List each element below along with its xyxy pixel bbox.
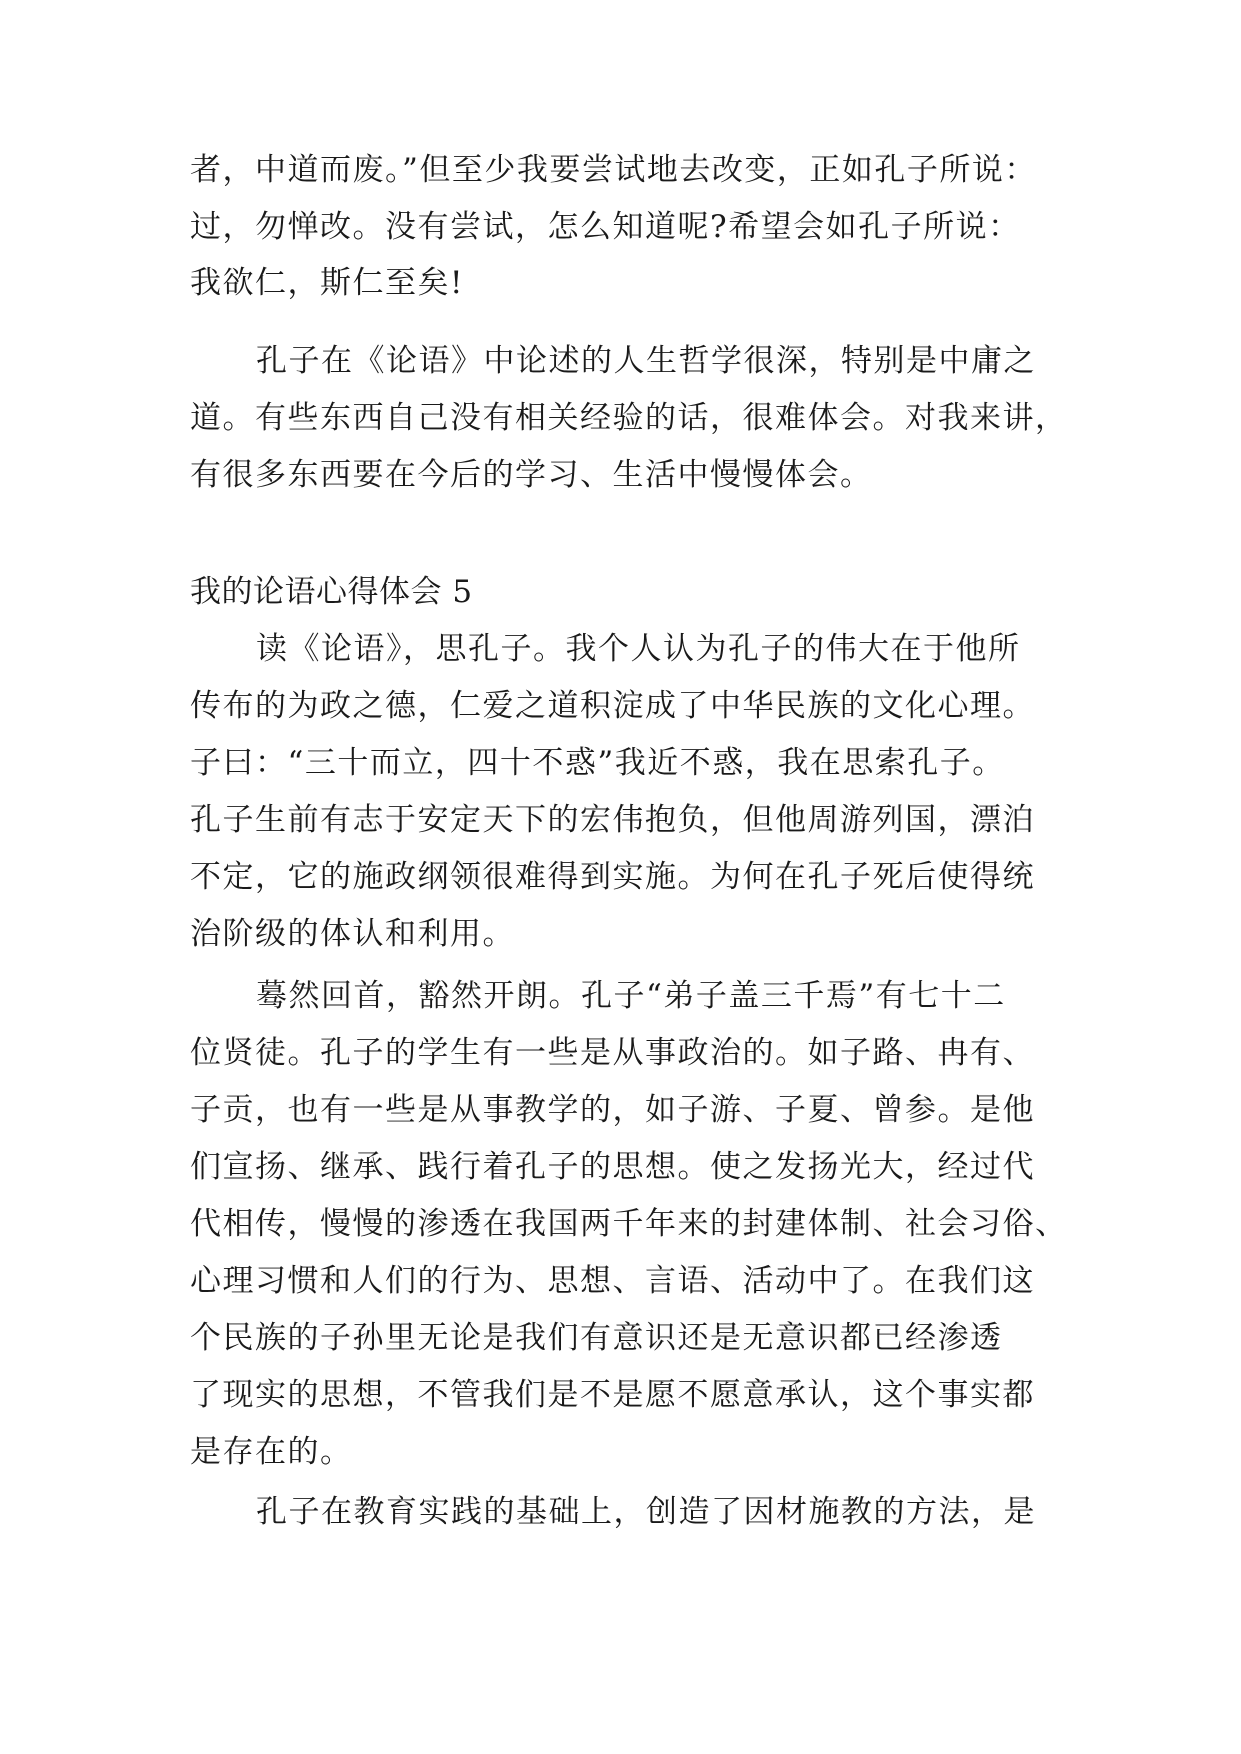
paragraph-3-line-4: 孔子生前有志于安定天下的宏伟抱负，但他周游列国，漂泊 — [190, 802, 1035, 838]
paragraph-4-line-1: 蓦然回首，豁然开朗。孔子“弟子盖三千焉”有七十二 — [256, 978, 1006, 1014]
paragraph-4-line-3: 子贡，也有一些是从事教学的，如子游、子夏、曾参。是他 — [190, 1092, 1035, 1128]
paragraph-4-line-2: 位贤徒。孔子的学生有一些是从事政治的。如子路、冉有、 — [190, 1035, 1035, 1071]
paragraph-4-line-5: 代相传，慢慢的渗透在我国两千年来的封建体制、社会习俗、 — [190, 1206, 1068, 1242]
paragraph-continuation-line-1: 者，中道而废。”但至少我要尝试地去改变，正如孔子所说： — [190, 152, 1037, 188]
paragraph-4-line-7: 个民族的子孙里无论是我们有意识还是无意识都已经渗透 — [190, 1320, 1003, 1356]
paragraph-3-line-3: 子曰：“三十而立，四十不惑”我近不惑，我在思索孔子。 — [190, 745, 1005, 781]
section-heading: 我的论语心得体会 5 — [190, 574, 473, 610]
paragraph-3-line-6: 治阶级的体认和利用。 — [190, 916, 515, 952]
paragraph-2-line-3: 有很多东西要在今后的学习、生活中慢慢体会。 — [190, 457, 873, 493]
paragraph-4-line-6: 心理习惯和人们的行为、思想、言语、活动中了。在我们这 — [190, 1263, 1035, 1299]
paragraph-continuation-line-3: 我欲仁，斯仁至矣! — [190, 265, 464, 301]
paragraph-5-line-1: 孔子在教育实践的基础上，创造了因材施教的方法，是 — [256, 1494, 1036, 1530]
paragraph-4-line-8: 了现实的思想，不管我们是不是愿不愿意承认，这个事实都 — [190, 1377, 1035, 1413]
paragraph-2-line-2: 道。有些东西自己没有相关经验的话，很难体会。对我来讲， — [190, 400, 1068, 436]
paragraph-4-line-4: 们宣扬、继承、践行着孔子的思想。使之发扬光大，经过代 — [190, 1149, 1035, 1185]
paragraph-4-line-9: 是存在的。 — [190, 1434, 353, 1470]
paragraph-continuation-line-2: 过，勿惮改。没有尝试，怎么知道呢?希望会如孔子所说： — [190, 209, 1021, 245]
paragraph-3-line-2: 传布的为政之德，仁爱之道积淀成了中华民族的文化心理。 — [190, 688, 1035, 724]
paragraph-3-line-1: 读《论语》，思孔子。我个人认为孔子的伟大在于他所 — [256, 631, 1021, 667]
paragraph-2-line-1: 孔子在《论语》中论述的人生哲学很深，特别是中庸之 — [256, 343, 1036, 379]
paragraph-3-line-5: 不定，它的施政纲领很难得到实施。为何在孔子死后使得统 — [190, 859, 1035, 895]
